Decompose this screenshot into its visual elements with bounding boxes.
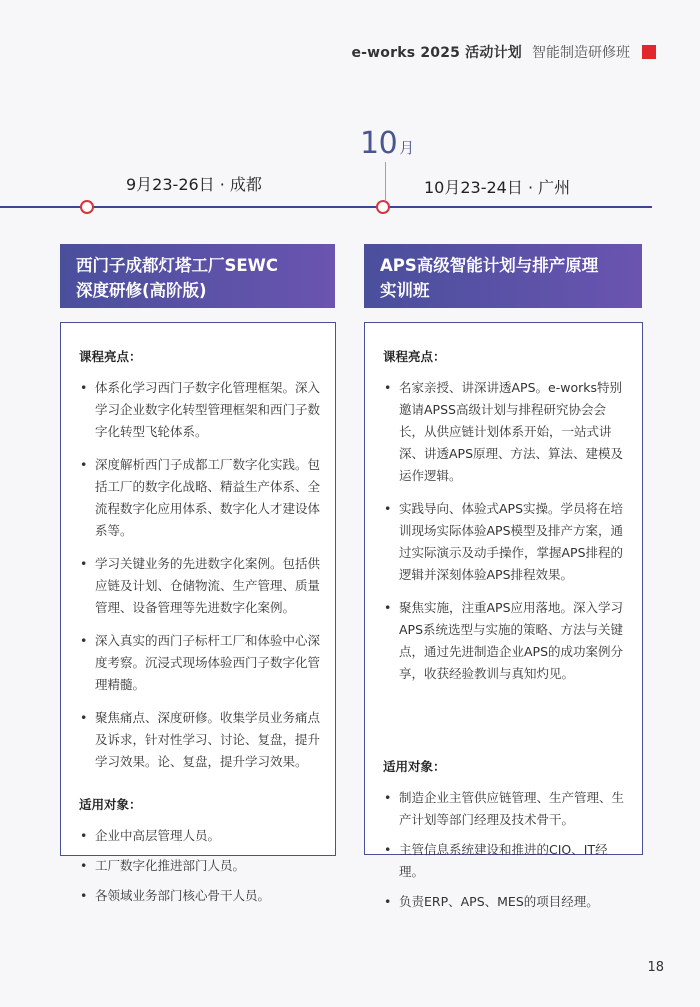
course-title-line: 深度研修(高阶版) (76, 281, 207, 300)
list-item: • 深入真实的西门子标杆工厂和体验中心深度考察。沉浸式现场体验西门子数字化管理精髓。 (79, 630, 321, 696)
list-item: • 主管信息系统建设和推进的CIO、IT经理。 (383, 839, 628, 883)
list-item: • 企业中高层管理人员。 (79, 825, 321, 847)
course-title-line: 西门子成都灯塔工厂SEWC (76, 256, 278, 275)
header-brand: e-works 2025 活动计划 (351, 45, 522, 61)
list-item: • 实践导向、体验式APS实操。学员将在培训现场实际体验APS模型及排产方案，通过实际演示及动手操作，掌握APS排程的逻辑并深刻体验APS排程效果。 (383, 498, 628, 586)
timeline-month-stem (385, 162, 386, 200)
month-unit: 月 (399, 139, 415, 157)
red-square-icon (642, 45, 656, 59)
list-item: • 各领域业务部门核心骨干人员。 (79, 885, 321, 907)
list-item: • 名家亲授、讲深讲透APS。e-works特别邀请APSS高级计划与排程研究协会会长，从供应链计划体系开始，一站式讲深、讲透APS原理、方法、算法、建模及运作逻辑。 (383, 377, 628, 487)
timeline-line (0, 206, 652, 208)
list-item: • 聚焦实施，注重APS应用落地。深入学习APS系统选型与实施的策略、方法与关键点，通过先进制造企业APS的成功案例分享，收获经验教训与真知灼见。 (383, 597, 628, 685)
page-number: 18 (647, 960, 664, 975)
header-subtitle: 智能制造研修班 (532, 45, 630, 61)
audience-list (383, 787, 628, 913)
timeline-month (360, 126, 414, 161)
highlights-list (383, 377, 628, 685)
list-item: • 工厂数字化推进部门人员。 (79, 855, 321, 877)
highlights-title: 课程亮点： (383, 349, 446, 364)
course-title-line: 实训班 (380, 281, 430, 300)
course-card-aps (364, 322, 643, 909)
list-item: • 制造企业主管供应链管理、生产管理、生产计划等部门经理及技术骨干。 (383, 787, 628, 831)
list-item: • 深度解析西门子成都工厂数字化实践。包括工厂的数字化战略、精益生产体系、全流程数字化应用体系、数字化人才建设体系等。 (79, 454, 321, 542)
page-header (351, 42, 656, 62)
month-number: 10 (360, 126, 398, 161)
timeline-date-left: 9月23-26日 · 成都 (126, 175, 262, 194)
list-item: • 学习关键业务的先进数字化案例。包括供应链及计划、仓储物流、生产管理、质量管理、设备管理等先进数字化案例。 (79, 553, 321, 619)
audience-list (79, 825, 321, 907)
timeline-date-right: 10月23-24日 · 广州 (424, 178, 571, 197)
course-title-aps (364, 244, 642, 308)
list-item: • 体系化学习西门子数字化管理框架。深入学习企业数字化转型管理框架和西门子数字化转型飞轮体系。 (79, 377, 321, 443)
list-item: • 负责ERP、APS、MES的项目经理。 (383, 891, 628, 913)
course-card-sewc (60, 322, 336, 903)
course-title-line: APS高级智能计划与排产原理 (380, 256, 599, 275)
list-item: • 聚焦痛点、深度研修。收集学员业务痛点及诉求，针对性学习、讨论、复盘，提升学习效果。论、复盘，提升学习效果。 (79, 707, 321, 773)
highlights-list (79, 377, 321, 773)
audience-title: 适用对象： (79, 797, 142, 812)
timeline-dot-left-icon (80, 200, 94, 214)
timeline-dot-right-icon (376, 200, 390, 214)
course-title-sewc (60, 244, 335, 308)
highlights-title: 课程亮点： (79, 349, 142, 364)
audience-title: 适用对象： (383, 759, 446, 774)
